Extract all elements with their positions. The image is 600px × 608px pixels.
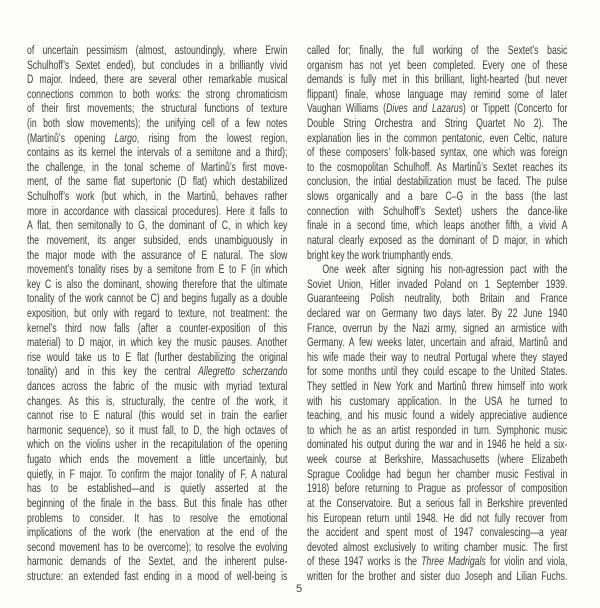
text-line-content [27,58,287,72]
text-line [27,364,287,379]
text-line-content [307,525,567,539]
text-line-content [307,131,567,145]
italic-title: Dives and Lazarus [386,101,463,116]
text-segment: of uncertain pessimism (almost, astoundingly, where Erwín [27,43,288,57]
text-line-content [27,218,287,232]
text-line [307,43,567,58]
text-line-content [27,248,287,262]
text-line [27,204,287,219]
text-line [27,189,287,204]
text-line-content [307,87,567,101]
text-segment: declared war on Germany two days later. By 22 June 1940 [307,305,568,320]
text-line [27,145,287,160]
text-line-content [307,174,567,188]
text-line-content [307,160,567,174]
text-segment: ) or Tippett (Concerto for [462,101,568,116]
text-line-content [307,437,567,451]
text-segment: second movement has to be overcome); to resolve the evolving [27,539,288,554]
text-line-content [307,101,567,115]
text-segment: changes. As this is, structurally, the centre of the work, it [27,393,288,408]
text-line [27,218,287,233]
text-line-content [27,131,287,145]
text-line [307,379,567,394]
text-line [307,452,567,467]
text-line [307,467,567,482]
text-line [307,554,567,569]
text-line-content [27,335,287,349]
text-line-content [27,423,287,437]
text-line-content [307,72,567,86]
text-segment: rise would take us to E flat (further destabilizing the original [27,349,288,364]
text-line-content [307,379,567,393]
text-segment: finale in a second time, which leaps another fifth, a vivid A [307,218,568,233]
text-line-content [27,481,287,495]
text-segment: connections common to both works: the strong chromaticism [27,86,288,101]
text-segment: One week after signing his non-agression pact with the [322,262,568,277]
text-line-content [307,350,567,364]
text-line-content [27,321,287,335]
text-segment: They settled in New York and Martinů threw himself into work [307,379,568,394]
text-segment: harmonic demands of the Sextet, and the inherent pulse- [27,554,288,569]
text-line [307,408,567,423]
text-segment: has to be established—and is quietly asserted at the [27,481,288,496]
text-segment: to the cosmopolitan Schulhoff. As Martinů’s Sextet reaches its [307,159,568,174]
text-line [307,131,567,146]
text-segment: demands is fully met in this brilliant, light-hearted (but never [307,72,568,87]
text-segment: A flat, then semitonally to G, the dominant of C, in which key [27,218,288,233]
text-segment: dances across the fabric of the music with myriad textural [27,379,288,394]
text-segment: of these composers’ folk-based syntax, one which was foreign [307,145,568,160]
page-number: 5 [296,583,303,595]
text-line-content [307,364,567,378]
text-segment: which on the violins usher in the recapitulation of the opening [27,437,288,452]
text-line-content [27,525,287,539]
text-line [27,525,287,540]
text-line-content [307,145,567,159]
text-line-content [307,189,567,203]
text-line-content [307,43,567,57]
text-line [307,145,567,160]
text-line [307,511,567,526]
text-line-content [27,277,287,291]
text-line [27,408,287,423]
text-segment: his wife made their way to neutral Portugal where they stayed [307,349,568,364]
text-line [307,262,567,277]
text-line-content [27,408,287,422]
text-line [307,101,567,116]
text-segment: the movement, its anger subsided, ends unambiguously in [27,232,288,247]
text-segment: slows organically and a bare C–G in the bass (the last [307,189,568,204]
text-segment: natural clearly exposed as the dominant of D major, in which [307,232,568,247]
text-segment: the major mode with the assurance of E natural. The slow [27,247,288,262]
text-segment: devoted almost exclusively to writing chamber music. The first [307,539,568,554]
text-line [27,248,287,263]
text-line-content [27,291,287,305]
text-line-content [307,277,567,291]
text-line-content [307,540,567,554]
text-segment: tonality of the work cannot be C) and begins fugally as a double [27,291,288,306]
text-line [27,233,287,248]
text-line-content [27,101,287,115]
text-segment: more in accordance with classical procedures). Here it falls to [27,203,288,218]
text-line [27,350,287,365]
italic-title: Allegretto scherzando [198,364,288,379]
text-line [27,569,287,584]
text-segment: Vaughan Williams ( [307,101,387,116]
text-line-content [307,496,567,510]
text-segment: cannot rise to E natural (this would set in train the earlier [27,408,288,423]
text-line [27,423,287,438]
text-line-content [27,496,287,510]
text-line [27,72,287,87]
text-line [27,131,287,146]
text-segment: Guaranteeing Polish neutrality, both Britain and France [307,291,568,306]
text-line [27,540,287,555]
text-segment: flippant) finale, whose language may remind some of later [307,86,568,101]
text-segment: beginning of the finale in the bass. But this finale has other [27,495,288,510]
text-line [27,321,287,336]
text-line [307,189,567,204]
text-line-content [27,87,287,101]
text-line-content [307,321,567,335]
text-segment: Germany. A few weeks later, uncertain and afraid, Martinů and [307,335,568,350]
text-line-content [307,569,567,583]
text-line-content [307,204,567,218]
italic-title: Three Madrigals [421,554,486,569]
text-segment: to which he as an artist responded in turn. Symphonic music [307,422,568,437]
text-segment: structure: an extended fast ending in a mood of well-being is [27,568,288,583]
italic-title: Largo [114,130,137,145]
text-line [307,481,567,496]
text-segment: explanation lies in the common pentatonic, even Celtic, nature [307,130,568,145]
text-line-content [27,72,287,86]
text-segment: Double String Orchestra and String Quartet No 2). The [307,116,568,131]
text-segment: of their first movements; the structural functions of texture [27,101,288,116]
text-line-content [322,262,567,276]
text-line [27,554,287,569]
text-segment: called for; finally, the full working of the Sextet’s basic [307,43,568,57]
text-line-content [27,364,287,378]
text-line-content [27,569,287,583]
text-line [27,262,287,277]
text-line [27,174,287,189]
text-line [27,58,287,73]
text-segment: Schulhoff’s work (but which, in the Martinů, behaves rather [27,189,288,204]
text-line [27,452,287,467]
text-line-content [307,58,567,72]
text-line-content [27,511,287,525]
text-line [307,204,567,219]
text-line-content [307,511,567,525]
text-line [27,43,287,58]
text-segment: , rising from the lowest region, [136,130,288,145]
text-line [27,277,287,292]
text-line-content [27,554,287,568]
text-line [307,291,567,306]
text-segment: for violin and viola, [485,554,568,569]
text-segment: Schulhoff’s Sextet ended), but concludes in a brilliantly vivid [27,57,288,72]
text-segment: (Martinů’s opening [27,130,115,145]
text-segment: harmonic sequence), so it must fall, to D, the high octaves of [27,422,288,437]
text-line-content [307,116,567,130]
text-line [307,321,567,336]
text-line [307,72,567,87]
text-line [307,569,567,584]
text-segment: implications of the work (the enervation at the end of the [27,525,288,540]
text-line-content [27,174,287,188]
text-line [307,496,567,511]
text-segment: material) to D major, in which key the music pauses. Another [27,335,288,350]
text-line [27,101,287,116]
text-line-content [27,350,287,364]
text-line [307,350,567,365]
text-segment: bright key the work triumphantly ends. [307,247,454,262]
text-line [27,481,287,496]
text-line-content [307,335,567,349]
text-segment: with his customary application. In the USA he turned to [307,393,568,408]
text-line-content [307,218,567,232]
text-line-content [307,291,567,305]
text-segment: quietly, in F major. To confirm the major tonality of F, A natural [27,466,288,481]
text-line-content [27,452,287,466]
text-segment: dominated his output during the war and in 1946 he held a six- [307,437,568,452]
text-line [307,58,567,73]
text-line [307,335,567,350]
text-segment: of these 1947 works is the [307,554,422,569]
text-line-content [27,262,287,276]
text-line-content [27,306,287,320]
text-segment: connection with Schulhoff’s Sextet) ushers the dance-like [307,203,568,218]
right-text-column [307,43,567,584]
text-line [27,160,287,175]
text-segment: the challenge, in the tonal scheme of Martinů’s first move- [27,159,288,174]
text-line [307,160,567,175]
text-line [27,116,287,131]
text-line-content [27,379,287,393]
text-line-content [27,233,287,247]
text-segment: conclusion, the intial destabilization must be faced. The pulse [307,174,568,189]
text-line-content [27,204,287,218]
text-line [307,116,567,131]
text-line [27,394,287,409]
text-line-content [307,554,567,568]
text-line-content [307,481,567,495]
text-segment: at the Conservatoire. But a serious fall in Berkshire prevented [307,495,568,510]
text-line [307,277,567,292]
text-segment: fugato which ends the movement a little uncertainly, but [27,452,288,467]
text-segment: France, overrun by the Nazi army, signed an armistice with [307,320,568,335]
text-segment: D major. Indeed, there are several other remarkable musical [27,72,288,87]
text-line-content [307,408,567,422]
text-line-content [307,423,567,437]
text-line [307,525,567,540]
text-segment: organism has not yet been completed. Every one of these [307,57,568,72]
text-segment: 1918) before returning to Prague as professor of composition [307,481,568,496]
text-line [27,496,287,511]
text-segment: his European return until 1948. He did not fully recover from [307,510,568,525]
text-line [307,423,567,438]
text-line-content [27,437,287,451]
text-line-content [27,189,287,203]
text-line-content [27,145,287,159]
text-line [27,335,287,350]
text-line [27,511,287,526]
text-line [27,87,287,102]
text-line-content [307,306,567,320]
text-line-content [307,452,567,466]
text-line-content [307,467,567,481]
text-segment: contains as its kernel the intervals of a semitone and a third); [27,145,288,160]
text-line [307,174,567,189]
text-line [307,364,567,379]
text-segment: key C is also the dominant, showing therefore that the ultimate [27,276,288,291]
text-line [27,379,287,394]
text-segment: ment, of the same flat supertonic (D flat) which destabilized [27,174,288,189]
text-segment: teaching, and his music found a widely appreciative audience [307,408,568,423]
text-line [307,437,567,452]
text-line [27,291,287,306]
text-line-content [27,116,287,130]
text-segment: problems to consider. It has to resolve the emotional [27,510,288,525]
text-line [27,467,287,482]
text-segment: kernel’s third now falls (after a counter-exposition of this [27,320,288,335]
text-line [27,437,287,452]
text-line-content [27,540,287,554]
text-line-content [307,233,567,247]
text-line-content [27,43,287,57]
text-line [307,306,567,321]
text-line [307,233,567,248]
text-line [307,218,567,233]
text-segment: tonality) and in this key the central [27,364,199,379]
text-segment: exposition, but only with regard to texture, not treatment: the [27,305,288,320]
text-line [27,306,287,321]
text-line-content [27,394,287,408]
text-segment: movement’s tonality rises by a semitone from E to F (in which [27,262,288,277]
text-segment: Soviet Union, Hitler invaded Poland on 1 September 1939. [307,276,568,291]
text-line [307,248,567,263]
text-line-content [27,160,287,174]
text-segment: week course at Berkshire, Massachusetts (where Elizabeth [307,452,568,467]
text-line-content [27,467,287,481]
left-text-column [27,43,287,584]
text-segment: written for the brother and sister duo Joseph and Lilian Fuchs. [307,568,568,583]
text-segment: the accident and spent most of 1947 convalescing—a year [307,525,568,540]
text-line-content [307,394,567,408]
text-segment: Sprague Coolidge had begun her chamber music Festival in [307,466,568,481]
text-line [307,87,567,102]
text-segment: (in both slow movements); the unifying cell of a few notes [27,116,288,131]
text-line [307,394,567,409]
text-line-content [307,248,453,262]
text-line [307,540,567,555]
text-segment: for some months until they could escape to the United States. [307,364,568,379]
